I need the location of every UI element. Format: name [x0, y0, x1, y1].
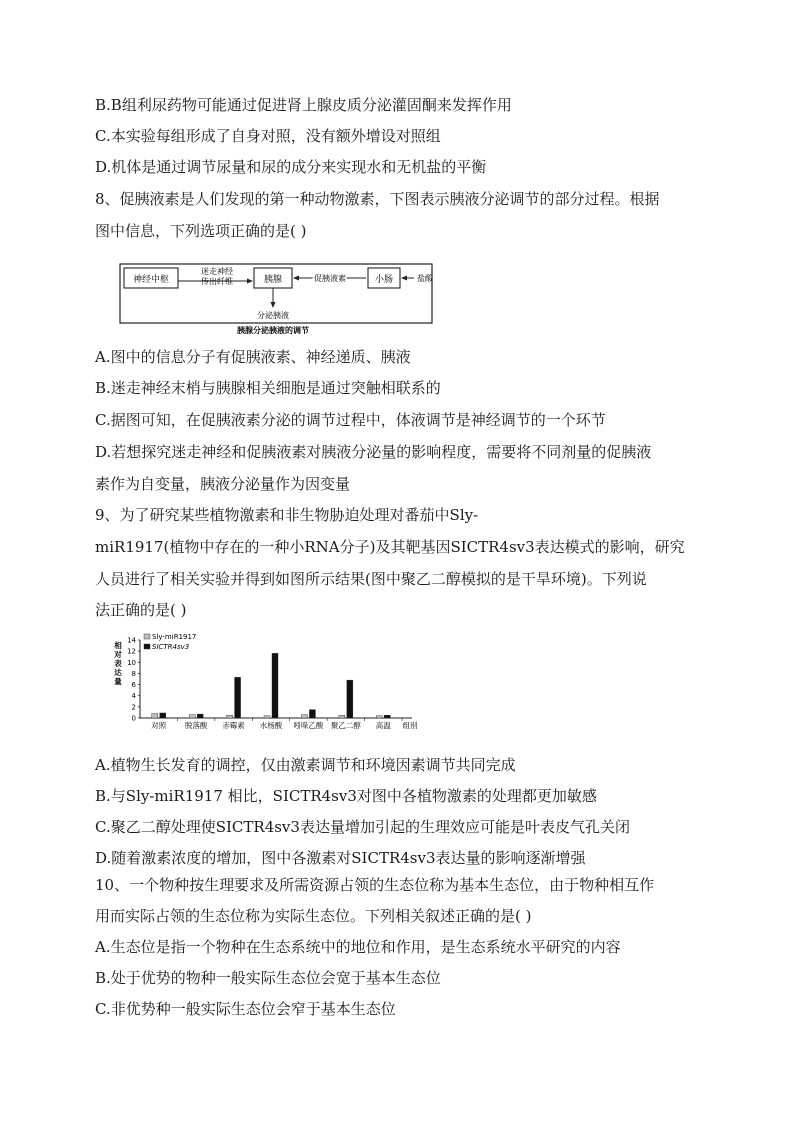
y-axis-label-char: 达 — [114, 668, 122, 677]
secrete-label: 分泌胰液 — [257, 311, 289, 320]
bar-sly-mir1917 — [376, 716, 382, 718]
bar-sictr4sv3 — [272, 653, 278, 718]
text-line: 用而实际占领的生态位称为实际生态位。下列相关叙述正确的是( ) — [95, 907, 532, 925]
text-line: C.据图可知，在促胰液素分泌的调节过程中，体液调节是神经调节的一个环节 — [95, 411, 606, 429]
acid-label: 盐酸 — [417, 274, 433, 283]
text-line: 法正确的是( ) — [95, 601, 187, 619]
text-line: 10、一个物种按生理要求及所需资源占领的生态位称为基本生态位，由于物种相互作 — [95, 876, 655, 894]
text-line: A.生态位是指一个物种在生态系统中的地位和作用，是生态系统水平研究的内容 — [95, 938, 621, 956]
text-line: 9、为了研究某些植物激素和非生物胁迫处理对番茄中Sly- — [95, 506, 479, 524]
y-tick-label: 10 — [127, 658, 136, 667]
bar-sly-mir1917 — [189, 715, 195, 718]
y-tick-label: 4 — [131, 692, 136, 701]
vagus-label-2: 传出纤维 — [201, 277, 233, 286]
legend-swatch — [144, 634, 150, 639]
legend-label: SICTR4sv3 — [152, 643, 190, 651]
neural-center-label: 神经中枢 — [132, 275, 170, 285]
legend-swatch — [144, 644, 150, 649]
text-line: A.图中的信息分子有促胰液素、神经递质、胰液 — [95, 348, 411, 366]
text-line: D.若想探究迷走神经和促胰液素对胰液分泌量的影响程度，需要将不同剂量的促胰液 — [95, 443, 652, 461]
category-label: 水杨酸 — [259, 721, 283, 730]
bar-sictr4sv3 — [197, 714, 203, 718]
text-line: D.随着激素浓度的增加，图中各激素对SICTR4sv3表达量的影响逐渐增强 — [95, 849, 586, 867]
text-line: B.与Sly-miR1917 相比，SICTR4sv3对图中各植物激素的处理都更加敏感 — [95, 787, 597, 805]
y-axis-label-char: 表 — [114, 659, 122, 668]
bar-sly-mir1917 — [339, 715, 345, 718]
category-label: 吲哚乙酸 — [293, 721, 324, 730]
y-tick-label: 12 — [127, 647, 136, 656]
y-tick-label: 2 — [131, 703, 136, 712]
secretin-label: 促胰液素 — [314, 274, 346, 283]
text-line: C.聚乙二醇处理使SICTR4sv3表达量增加引起的生理效应可能是叶表皮气孔关闭 — [95, 818, 630, 836]
text-line: 素作为自变量，胰液分泌量作为因变量 — [95, 475, 351, 493]
y-tick-label: 0 — [131, 714, 136, 723]
legend-label: Sly-miR1917 — [152, 633, 197, 641]
text-line: C.本实验每组形成了自身对照，没有额外增设对照组 — [95, 127, 441, 145]
pancreas-label: 胰腺 — [263, 275, 283, 285]
y-axis-label-char: 相 — [114, 641, 122, 650]
bar-sly-mir1917 — [301, 715, 307, 718]
y-axis-label-char: 量 — [114, 677, 122, 686]
expression-bar-chart — [112, 632, 422, 738]
x-axis-label: 组别 — [402, 721, 418, 730]
text-line: B.处于优势的物种一般实际生态位会宽于基本生态位 — [95, 969, 441, 987]
bar-sictr4sv3 — [309, 710, 315, 718]
y-tick-label: 14 — [127, 636, 136, 645]
category-label: 脱落酸 — [184, 721, 208, 730]
bar-sly-mir1917 — [264, 716, 270, 718]
vagus-label-1: 迷走神经 — [201, 267, 233, 276]
text-line: miR1917(植物中存在的一种小RNA分子)及其靶基因SICTR4sv3表达模式的影响，研究 — [95, 538, 685, 556]
text-line: B.迷走神经末梢与胰腺相关细胞是通过突触相联系的 — [95, 379, 441, 397]
text-line: D.机体是通过调节尿量和尿的成分来实现水和无机盐的平衡 — [95, 158, 487, 176]
y-tick-label: 6 — [131, 681, 136, 690]
diagram-caption: 胰腺分泌胰液的调节 — [237, 326, 309, 335]
bar-sly-mir1917 — [227, 715, 233, 718]
category-label: 聚乙二醇 — [330, 721, 361, 730]
text-line: C.非优势种一般实际生态位会窄于基本生态位 — [95, 1000, 396, 1018]
text-line: 图中信息，下列选项正确的是( ) — [95, 222, 307, 240]
pancreas-regulation-diagram — [116, 254, 441, 338]
bar-sictr4sv3 — [160, 713, 166, 718]
y-tick-label: 8 — [131, 669, 136, 678]
bar-sly-mir1917 — [152, 714, 158, 718]
y-axis-label-char: 对 — [114, 650, 122, 659]
text-line: A.植物生长发育的调控，仅由激素调节和环境因素调节共同完成 — [95, 756, 516, 774]
text-line: B.B组利尿药物可能通过促进肾上腺皮质分泌灌固酮来发挥作用 — [95, 96, 512, 114]
intestine-label: 小肠 — [374, 275, 394, 285]
text-line: 8、促胰液素是人们发现的第一种动物激素，下图表示胰液分泌调节的部分过程。根据 — [95, 190, 660, 208]
category-label: 对照 — [151, 721, 167, 730]
bar-sictr4sv3 — [384, 715, 390, 718]
category-label: 赤霉素 — [222, 721, 245, 730]
bar-sictr4sv3 — [235, 677, 241, 718]
text-line: 人员进行了相关实验并得到如图所示结果(图中聚乙二醇模拟的是干旱环境)。下列说 — [95, 570, 647, 588]
category-label: 高温 — [375, 721, 391, 730]
bar-sictr4sv3 — [347, 680, 353, 718]
